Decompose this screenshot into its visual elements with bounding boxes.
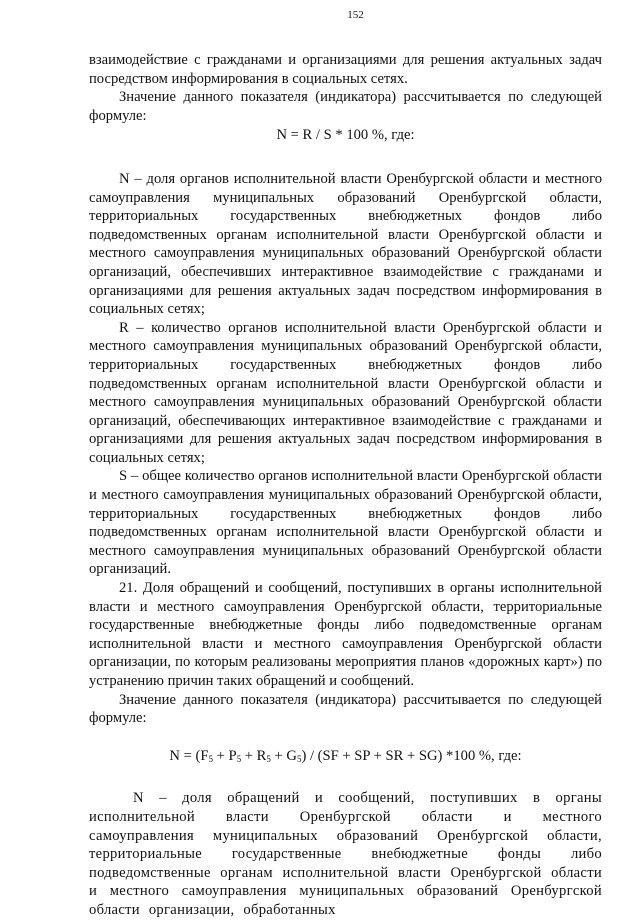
paragraph-continuation: взаимодействие с гражданами и организациями для решения актуальных задач посредством информирования в социальных сетях. <box>89 52 602 87</box>
formula2-sub-f: 5 <box>208 753 213 764</box>
paragraph-definition-s: S – общее количество органов исполнительной власти Оренбургской области и местного самоуправления муниципальных образований Оренбургской области, территориальных государственных внебюджетных фондов либо подведомственных органам исполнительной власти Оренбургской области и местного самоуправления муниципальных образований Оренбургской области организаций. <box>89 468 602 578</box>
formula2-plus-g: + G <box>270 747 297 764</box>
formula2-plus-p: + P <box>212 747 237 764</box>
paragraph-indicator-21: 21. Доля обращений и сообщений, поступивших в органы исполнительной власти и местного самоуправления Оренбургской области, территориальные государственные внебюджетные фонды либо подведомственные органам исполнительной власти и местного самоуправления Оренбургской области организации, по которым реализованы мероприятия планов «дорожных карт») по устранению причин таких обращений и сообщений. <box>89 580 602 689</box>
formula2-plus-r: + R <box>241 747 267 764</box>
page-number: 152 <box>347 9 364 21</box>
paragraph-definition-n: N – доля органов исполнительной власти Оренбургской области и местного самоуправления муниципальных образований Оренбургской области, территориальных государственных внебюджетных фондов либо подведомственных органам исполнительной власти Оренбургской области и местного самоуправления муниципальных образований Оренбургской области организаций, обеспечивших интерактивное взаимодействие с гражданами и организациями для решения актуальных задач посредством информирования в социальных сетях; <box>89 170 602 318</box>
formula-n-equals-sum-ratio <box>89 747 602 766</box>
formula2-sub-g: 5 <box>296 753 302 764</box>
formula2-sub-r: 5 <box>266 753 271 764</box>
paragraph-formula-intro-2: Значение данного показателя (индикатора) рассчитывается по следующей формуле: <box>89 691 602 727</box>
formula-n-equals-r-over-s: N = R / S * 100 %, где: <box>276 127 415 144</box>
formula2-sub-p: 5 <box>236 753 242 764</box>
formula2-open: N = (F <box>169 747 209 764</box>
paragraph-definition-r: R – количество органов исполнительной власти Оренбургской области и местного самоуправления муниципальных образований Оренбургской области, территориальных государственных внебюджетных фондов либо подведомственных органам исполнительной власти Оренбургской области и местного самоуправления муниципальных образований Оренбургской области организаций, обеспечивающих интерактивное взаимодействие с гражданами и организациями для решения актуальных задач посредством информирования в социальных сетях; <box>89 319 602 466</box>
paragraph-definition-n-2: N – доля обращений и сообщений, поступивших в органы исполнительной власти Оренбургской области и местного самоуправления муниципальных образований Оренбургской области, территориальные государственные внебюджетные фонды либо подведомственные органам исполнительной власти Оренбургской области и местного самоуправления муниципальных образований Оренбургской области организации, обработанных <box>89 790 602 918</box>
formula2-rest: ) / (SF + SP + SR + SG) *100 %, где: <box>301 747 522 764</box>
paragraph-formula-intro: Значение данного показателя (индикатора) рассчитывается по следующей формуле: <box>89 89 602 124</box>
